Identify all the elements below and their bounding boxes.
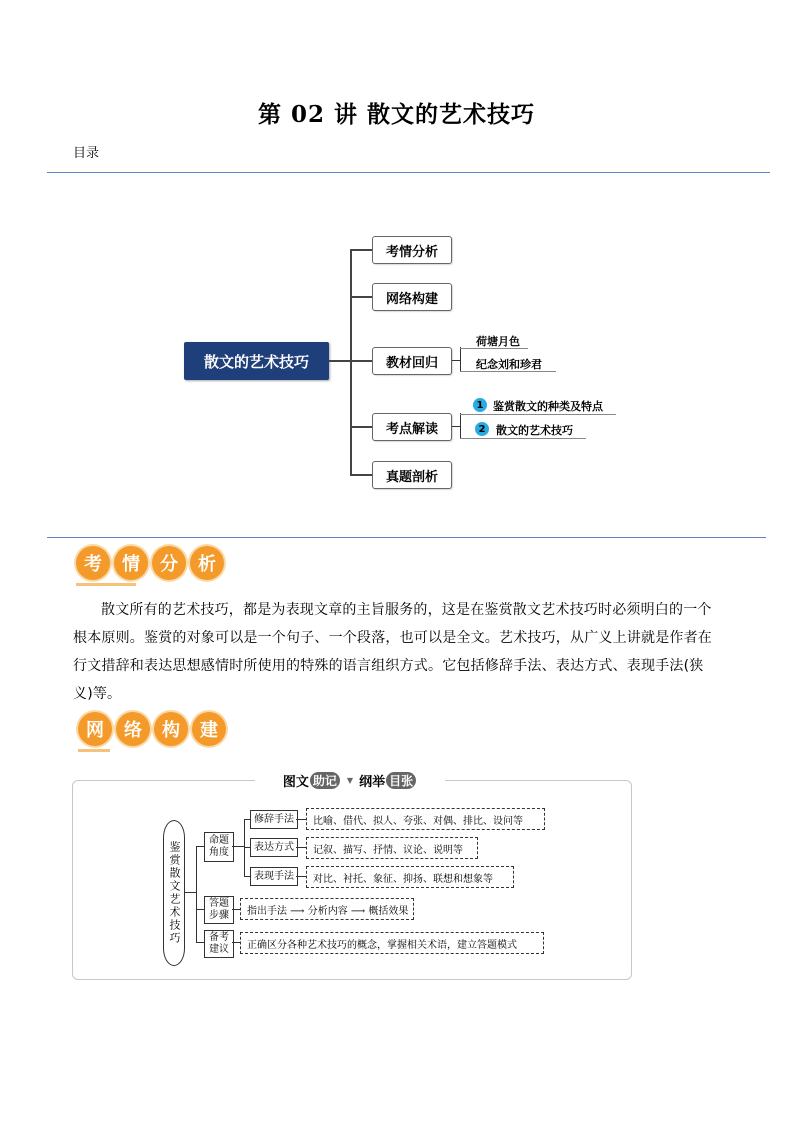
sub-technique: 表现手法: [250, 867, 298, 886]
leaf-underline: [460, 438, 586, 439]
connector: [296, 876, 306, 877]
content-prep-advice: 正确区分各种艺术技巧的概念，掌握相关术语，建立答题模式: [240, 932, 544, 954]
frame-header: [255, 770, 445, 790]
branch-textbook: 教材回归: [372, 347, 452, 375]
connector: [460, 413, 461, 438]
group-proposition-angle: 命题角度: [204, 832, 234, 862]
sub-rhetoric: 修辞手法: [250, 810, 298, 829]
header-text: 图文: [282, 774, 309, 790]
badge-char: 构: [154, 712, 188, 746]
badge-char: 情: [114, 546, 148, 580]
toc-label: 目录: [73, 146, 100, 161]
number-badge-2: 2: [475, 422, 489, 436]
branch-key-points: 考点解读: [372, 413, 452, 441]
content-expression: 记叙、描写、抒情、议论、说明等: [306, 837, 478, 859]
connector: [232, 846, 244, 847]
badge-underline: [78, 749, 110, 752]
connector: [296, 819, 306, 820]
branch-network: 网络构建: [372, 283, 452, 311]
badge-char: 网: [78, 712, 112, 746]
leaf-underline: [460, 348, 528, 349]
connector: [452, 360, 460, 361]
badge-char: 络: [116, 712, 150, 746]
divider-middle: [47, 537, 766, 538]
content-answer-steps: 指出手法 ⟶ 分析内容 ⟶ 概括效果: [240, 898, 414, 920]
section-badge-network: [78, 712, 226, 752]
badge-char: 分: [152, 546, 186, 580]
connector: [196, 846, 197, 942]
leaf-art-skills: 散文的艺术技巧: [496, 424, 573, 437]
connector: [350, 360, 372, 362]
connector: [196, 846, 204, 847]
connector: [350, 296, 372, 298]
branch-real-exam: 真题剖析: [372, 461, 452, 489]
leaf-underline: [460, 371, 556, 372]
badge-char: 考: [76, 546, 110, 580]
connector: [350, 249, 352, 475]
connector: [296, 847, 306, 848]
sub-expression: 表达方式: [250, 838, 298, 857]
connector: [196, 909, 204, 910]
triangle-icon: ▼: [346, 775, 354, 785]
group-prep-advice: 备考建议: [204, 930, 234, 958]
connector: [329, 360, 351, 362]
content-technique: 对比、衬托、象征、抑扬、联想和想象等: [306, 866, 514, 888]
connector: [184, 892, 196, 893]
exam-analysis-paragraph: 散文所有的艺术技巧，都是为表现文章的主旨服务的，这是在鉴赏散文艺术技巧时必须明白的一个根本原则。鉴赏的对象可以是一个句子、一个段落，也可以是全文。艺术技巧，从广义上讲就是作者在行文措辞和表达思想感情时所使用的特殊的语言组织方式。它包括修辞手法、表达方式、表现手法(狭义)等。: [73, 602, 712, 702]
connector: [196, 942, 204, 943]
content-rhetoric: 比喻、借代、拟人、夸张、对偶、排比、设问等: [306, 808, 545, 830]
group-answer-steps: 答题步骤: [204, 896, 234, 924]
badge-char: 析: [190, 546, 224, 580]
header-pill: 目张: [386, 772, 416, 789]
divider-top: [47, 172, 770, 173]
connector: [232, 942, 240, 943]
page-title: 第 02 讲 散文的艺术技巧: [257, 101, 536, 128]
connector: [350, 474, 372, 476]
badge-underline: [76, 583, 136, 586]
mindmap-root: 散文的艺术技巧: [184, 342, 329, 380]
badge-char: 建: [192, 712, 226, 746]
leaf-underline: [460, 414, 616, 415]
leaf-types-features: 鉴赏散文的种类及特点: [493, 400, 603, 413]
connector: [350, 249, 372, 251]
connector: [460, 347, 461, 371]
network-root: 鉴赏散文艺术技巧: [163, 820, 185, 966]
connector: [452, 426, 460, 427]
number-badge-1: 1: [473, 398, 487, 412]
connector: [350, 426, 372, 428]
leaf-liuhezhen: 纪念刘和珍君: [476, 358, 542, 371]
section-badge-exam-analysis: [76, 546, 224, 586]
connector: [232, 909, 240, 910]
header-text: 纲举: [359, 774, 386, 790]
header-pill: 助记: [310, 772, 340, 789]
branch-exam-analysis: 考情分析: [372, 236, 452, 264]
leaf-hetang: 荷塘月色: [476, 335, 520, 348]
